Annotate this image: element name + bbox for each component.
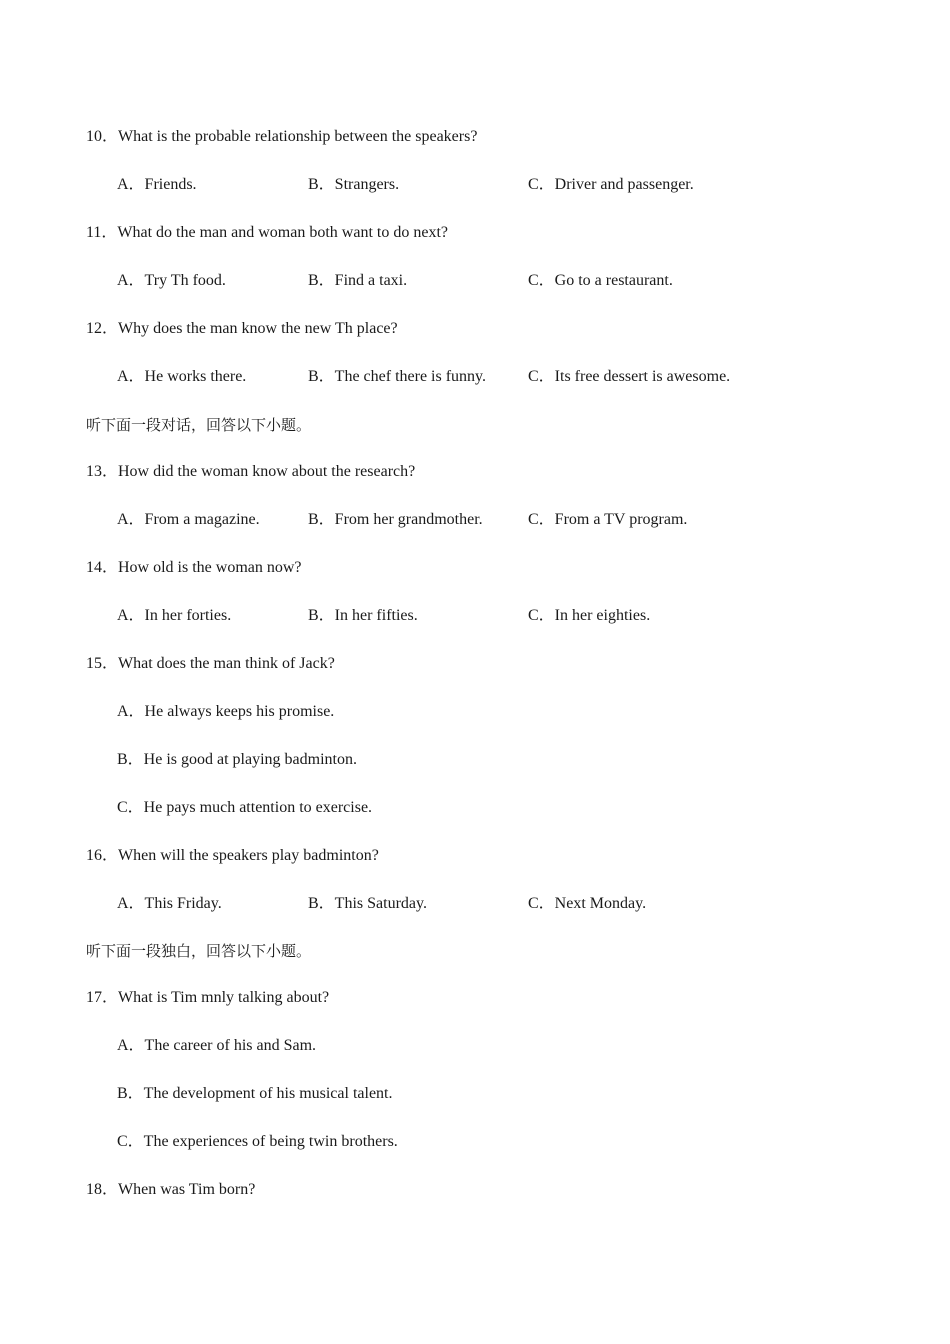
q17-option-b: B．The development of his musical talent. (117, 1085, 393, 1102)
q17-option-c: C．The experiences of being twin brothers. (117, 1133, 398, 1150)
q14-option-a: A．In her forties. (117, 607, 232, 624)
q13-option-a: A．From a magazine. (117, 511, 260, 528)
question-13: 13．How did the woman know about the research? (86, 463, 416, 480)
q15-option-b: B．He is good at playing badminton. (117, 751, 357, 768)
q16-option-c: C．Next Monday. (528, 895, 647, 912)
q10-option-c: C．Driver and passenger. (528, 176, 694, 193)
q11-option-b: B．Find a taxi. (308, 272, 408, 289)
question-12: 12．Why does the man know the new Th place? (86, 320, 398, 337)
q12-option-c: C．Its free dessert is awesome. (528, 368, 731, 385)
q13-option-b: B．From her grandmother. (308, 511, 483, 528)
q14-option-b: B．In her fifties. (308, 607, 418, 624)
question-17: 17．What is Tim mnly talking about? (86, 989, 330, 1006)
q10-option-a: A．Friends. (117, 176, 197, 193)
q10-option-b: B．Strangers. (308, 176, 400, 193)
q16-option-a: A．This Friday. (117, 895, 222, 912)
section-intro-dialogue: 听下面一段对话，回答以下小题。 (86, 416, 312, 434)
q13-option-c: C．From a TV program. (528, 511, 688, 528)
q16-option-b: B．This Saturday. (308, 895, 427, 912)
q17-option-a: A．The career of his and Sam. (117, 1037, 317, 1054)
q12-option-b: B．The chef there is funny. (308, 368, 487, 385)
question-16: 16．When will the speakers play badminton? (86, 847, 379, 864)
q11-option-a: A．Try Th food. (117, 272, 226, 289)
q15-option-a: A．He always keeps his promise. (117, 703, 335, 720)
question-11: 11．What do the man and woman both want to do next? (86, 224, 448, 241)
q14-option-c: C．In her eighties. (528, 607, 651, 624)
question-15: 15．What does the man think of Jack? (86, 655, 335, 672)
question-10: 10．What is the probable relationship between the speakers? (86, 128, 478, 145)
q15-option-c: C．He pays much attention to exercise. (117, 799, 373, 816)
section-intro-monologue: 听下面一段独白，回答以下小题。 (86, 942, 312, 960)
q12-option-a: A．He works there. (117, 368, 247, 385)
question-14: 14．How old is the woman now? (86, 559, 302, 576)
question-18: 18．When was Tim born? (86, 1181, 256, 1198)
q11-option-c: C．Go to a restaurant. (528, 272, 673, 289)
